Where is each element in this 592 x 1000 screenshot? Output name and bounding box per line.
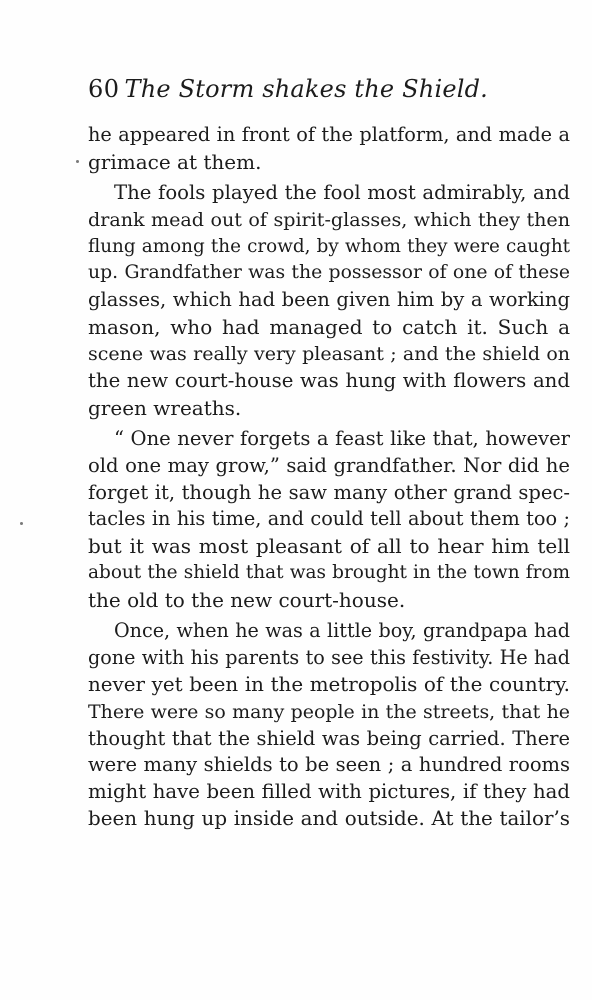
paragraph xyxy=(88,122,570,176)
text-line: grimace at them. xyxy=(88,149,262,174)
page-number: 60 xyxy=(88,75,120,103)
text-line: scene was really very pleasant ; and the shield on xyxy=(88,343,570,366)
text-line: thought that the shield was being carried. There xyxy=(88,726,570,750)
text-line: the new court-house was hung with flowers and xyxy=(88,369,570,393)
text-line: been hung up inside and outside. At the tailor’s xyxy=(88,807,570,831)
running-title: The Storm shakes the Shield. xyxy=(124,75,488,103)
text-line: The fools played the fool most admirably, and xyxy=(114,180,570,204)
paragraph xyxy=(88,180,570,422)
body-text xyxy=(88,122,570,833)
text-line: old one may grow,” said grandfather. Nor did he xyxy=(88,453,570,477)
text-line: the old to the new court-house. xyxy=(88,588,406,613)
text-line: but it was most pleasant of all to hear him tell xyxy=(88,534,570,559)
text-line: drank mead out of spirit-glasses, which they then xyxy=(88,207,570,231)
print-speck xyxy=(76,160,79,163)
text-line: There were so many people in the streets, that he xyxy=(88,700,570,723)
text-line: gone with his parents to see this festivity. He had xyxy=(88,645,570,669)
text-line: about the shield that was brought in the town from xyxy=(88,562,570,584)
text-line: up. Grandfather was the possessor of one of these xyxy=(88,262,570,284)
text-line: mason, who had managed to catch it. Such a xyxy=(88,315,570,340)
paragraph xyxy=(88,426,570,614)
text-line: “ One never forgets a feast like that, however xyxy=(114,426,570,450)
text-line: he appeared in front of the platform, and made a xyxy=(88,123,570,146)
text-line: tacles in his time, and could tell about them too ; xyxy=(88,507,570,531)
text-line: Once, when he was a little boy, grandpapa had xyxy=(114,619,570,643)
text-line: glasses, which had been given him by a working xyxy=(88,288,570,312)
text-line: might have been filled with pictures, if they had xyxy=(88,780,570,804)
text-line: were many shields to be seen ; a hundred rooms xyxy=(88,753,570,777)
paragraph xyxy=(88,618,570,833)
text-line: forget it, though he saw many other grand spec- xyxy=(88,480,570,504)
text-line: green wreaths. xyxy=(88,395,242,420)
print-speck xyxy=(20,522,23,525)
text-line: flung among the crowd, by whom they were caught xyxy=(88,235,570,257)
page-header xyxy=(88,74,488,106)
text-line: never yet been in the metropolis of the country. xyxy=(88,672,570,696)
